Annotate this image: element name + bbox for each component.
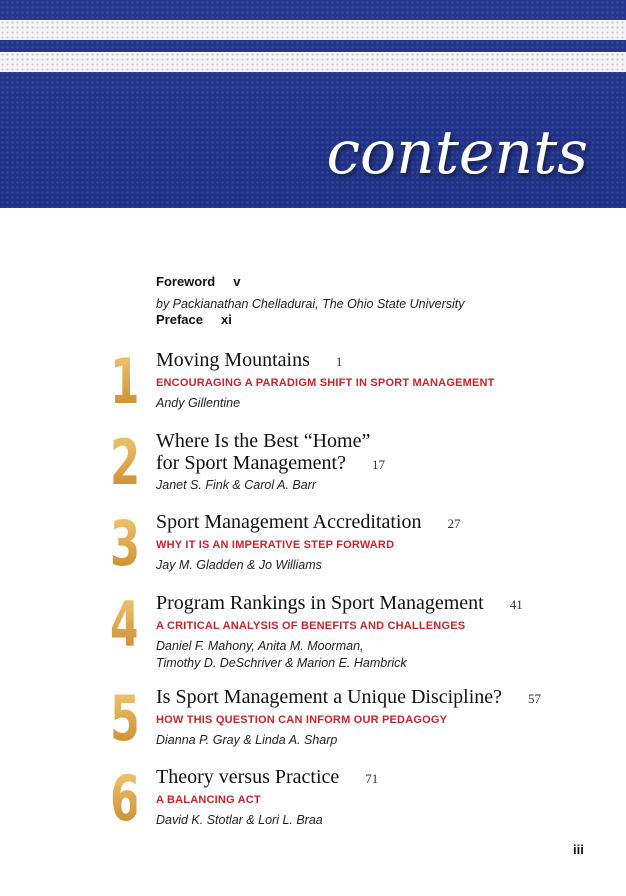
chapter-number-5: 5 — [110, 682, 139, 755]
chapter-title: Is Sport Management a Unique Discipline? — [156, 686, 503, 708]
chapter-subtitle: WHY IT IS AN IMPERATIVE STEP FORWARD — [156, 539, 395, 551]
banner-stripe-bottom — [0, 52, 626, 72]
chapter-page: 71 — [365, 771, 379, 786]
chapter-page: 17 — [371, 457, 385, 472]
page-number: iii — [573, 842, 584, 857]
chapter-page: 41 — [509, 597, 523, 612]
preface-page: xi — [220, 312, 232, 327]
chapter-title-line-2: for Sport Management? — [156, 452, 346, 474]
chapter-title: Moving Mountains — [156, 349, 310, 371]
chapter-title: Program Rankings in Sport Management — [156, 592, 484, 614]
chapter-title: Theory versus Practice — [156, 766, 340, 788]
preface-entry[interactable] — [156, 311, 232, 329]
chapter-subtitle: A CRITICAL ANALYSIS OF BENEFITS AND CHALLENGES — [156, 620, 466, 632]
page-title: contents — [326, 118, 588, 188]
chapter-subtitle: HOW THIS QUESTION CAN INFORM OUR PEDAGOGY — [156, 714, 448, 726]
foreword-entry[interactable] — [156, 273, 465, 311]
foreword-page: v — [233, 274, 241, 289]
chapter-number-1: 1 — [110, 345, 139, 418]
chapter-authors: Dianna P. Gray & Linda A. Sharp — [156, 733, 338, 747]
chapter-authors-line-2: Timothy D. DeSchriver & Marion E. Hambrick — [156, 656, 407, 670]
chapter-number-4: 4 — [110, 588, 139, 661]
chapter-subtitle: ENCOURAGING A PARADIGM SHIFT IN SPORT MANAGEMENT — [156, 377, 495, 389]
chapter-title: Sport Management Accreditation — [156, 511, 422, 533]
chapter-authors-line-1: Daniel F. Mahony, Anita M. Moorman, — [156, 639, 364, 653]
chapter-title-line-1: Where Is the Best “Home” — [156, 430, 371, 452]
chapter-authors: Andy Gillentine — [156, 396, 241, 410]
header-banner — [0, 0, 626, 208]
chapter-number-6: 6 — [110, 762, 139, 835]
chapter-authors: Janet S. Fink & Carol A. Barr — [156, 478, 317, 492]
preface-label: Preface — [156, 312, 203, 327]
chapter-page: 57 — [528, 691, 542, 706]
chapter-number-2: 2 — [110, 426, 139, 499]
chapter-authors: Jay M. Gladden & Jo Williams — [156, 558, 322, 572]
chapter-subtitle: A BALANCING ACT — [156, 794, 261, 806]
chapter-page: 1 — [335, 354, 343, 369]
banner-stripe-top — [0, 20, 626, 40]
chapter-page: 27 — [447, 516, 461, 531]
foreword-byline: by Packianathan Chelladurai, The Ohio State University — [156, 297, 465, 311]
chapter-number-3: 3 — [110, 507, 139, 580]
chapter-authors: David K. Stotlar & Lori L. Braa — [156, 813, 323, 827]
foreword-label: Foreword — [156, 274, 216, 289]
